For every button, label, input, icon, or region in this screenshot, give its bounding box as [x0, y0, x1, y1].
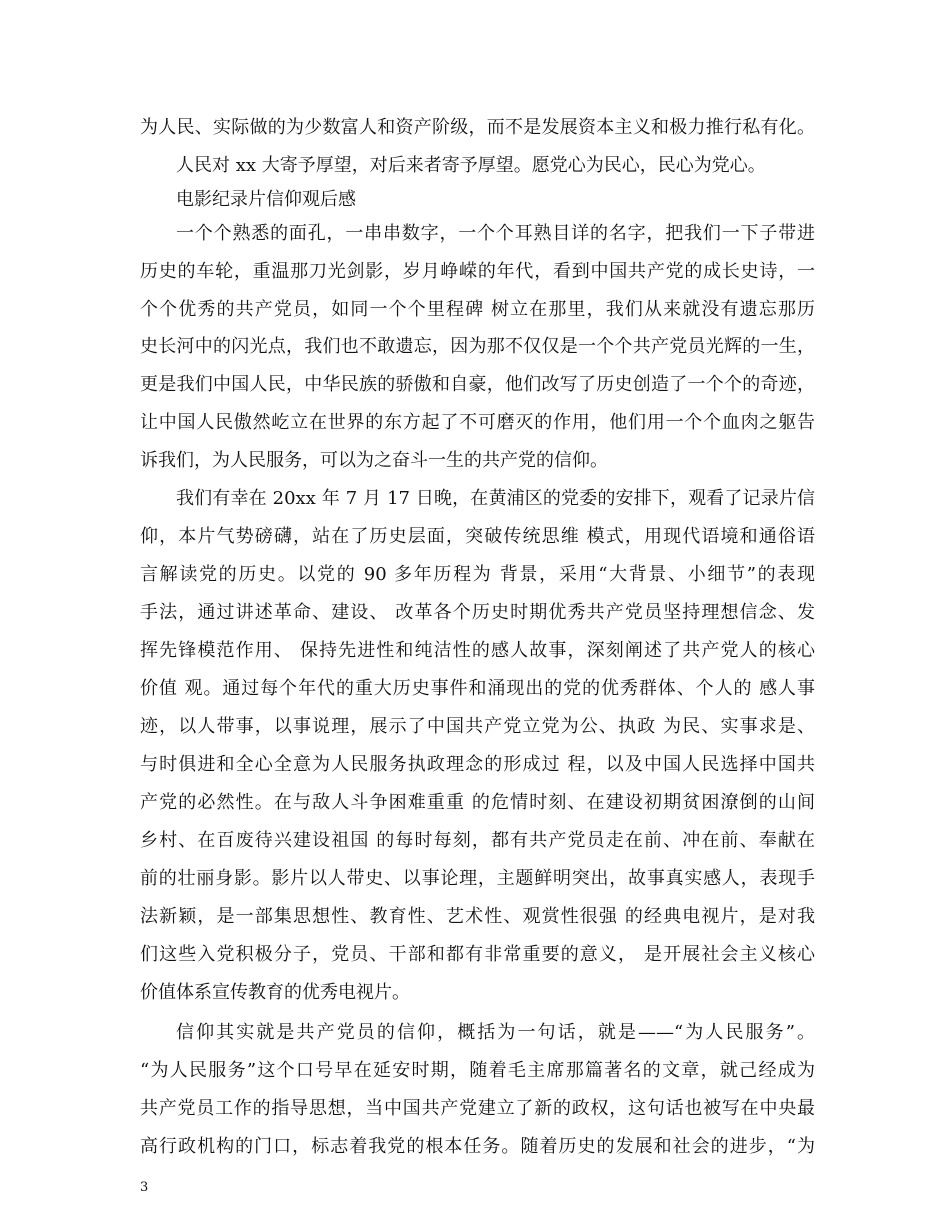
text-line: 产党的必然性。在与敌人斗争困难重重 的危情时刻、在建设初期贫困潦倒的山间 — [140, 792, 815, 813]
text-line: 价值 观。通过每个年代的重大历史事件和涌现出的党的优秀群体、个人的 感人事 — [140, 678, 815, 699]
section-title: 电影纪录片信仰观后感 — [176, 189, 356, 210]
text-line: “为人民服务”这个口号早在延安时期，随着毛主席那篇著名的文章，就己经成为 — [140, 1060, 815, 1081]
text-line: 法新颖，是一部集思想性、教育性、艺术性、观赏性很强 的经典电视片，是对我 — [140, 906, 815, 927]
text-line: 仰，本片气势磅礴，站在了历史层面，突破传统思维 模式，用现代语境和通俗语 — [140, 526, 815, 547]
text-line: 个个优秀的共产党员，如同一个个里程碑 树立在那里，我们从来就没有遗忘那历 — [140, 299, 815, 320]
text-line: 迹，以人带事，以事说理，展示了中国共产党立党为公、执政 为民、实事求是、 — [140, 716, 815, 737]
text-line: 乡村、在百废待兴建设祖国 的每时每刻，都有共产党员走在前、冲在前、奉献在 — [140, 830, 815, 851]
text-line: 挥先锋模范作用、 保持先进性和纯洁性的感人故事，深刻阐述了共产党人的核心 — [140, 640, 815, 661]
text-line: 历史的车轮，重温那刀光剑影，岁月峥嵘的年代，看到中国共产党的成长史诗，一 — [140, 261, 815, 282]
page-number: 3 — [140, 1180, 149, 1195]
text-line: 信仰其实就是共产党员的信仰，概括为一句话，就是——“为人民服务”。 — [176, 1022, 815, 1043]
text-line: 价值体系宣传教育的优秀电视片。 — [140, 982, 410, 1003]
text-line: 一个个熟悉的面孔，一串串数字，一个个耳熟目详的名字，把我们一下子带进 — [176, 223, 815, 244]
text-line: 们这些入党积极分子，党员、干部和都有非常重要的意义， 是开展社会主义核心 — [140, 944, 815, 965]
text-line: 手法，通过讲述革命、建设、 改革各个历史时期优秀共产党员坚持理想信念、发 — [140, 602, 815, 623]
text-line: 前的壮丽身影。影片以人带史、以事论理，主题鲜明突出，故事真实感人，表现手 — [140, 868, 815, 889]
text-line: 更是我们中国人民，中华民族的骄傲和自豪，他们改写了历史创造了一个个的奇迹， — [140, 374, 815, 395]
text-line: 让中国人民傲然屹立在世界的东方起了不可磨灭的作用，他们用一个个血肉之躯告 — [140, 412, 815, 433]
text-line: 诉我们，为人民服务，可以为之奋斗一生的共产党的信仰。 — [140, 450, 608, 471]
text-line: 高行政机构的门口，标志着我党的根本任务。随着历史的发展和社会的进步，“为 — [140, 1136, 815, 1157]
text-line: 与时俱进和全心全意为人民服务执政理念的形成过 程，以及中国人民选择中国共 — [140, 754, 815, 775]
text-line: 为人民、实际做的为少数富人和资产阶级，而不是发展资本主义和极力推行私有化。 — [140, 117, 815, 138]
text-line: 史长河中的闪光点，我们也不敢遗忘，因为那不仅仅是一个个共产党员光辉的一生， — [140, 336, 815, 357]
text-line: 言解读党的历史。以党的 90 多年历程为 背景，采用“大背景、小细节”的表现 — [140, 564, 815, 585]
text-line: 人民对 xx 大寄予厚望，对后来者寄予厚望。愿党心为民心，民心为党心。 — [176, 155, 766, 176]
text-line: 共产党员工作的指导思想，当中国共产党建立了新的政权，这句话也被写在中央最 — [140, 1098, 815, 1119]
text-line: 我们有幸在 20xx 年 7 月 17 日晚，在黄浦区的党委的安排下，观看了记录片信 — [176, 488, 815, 509]
